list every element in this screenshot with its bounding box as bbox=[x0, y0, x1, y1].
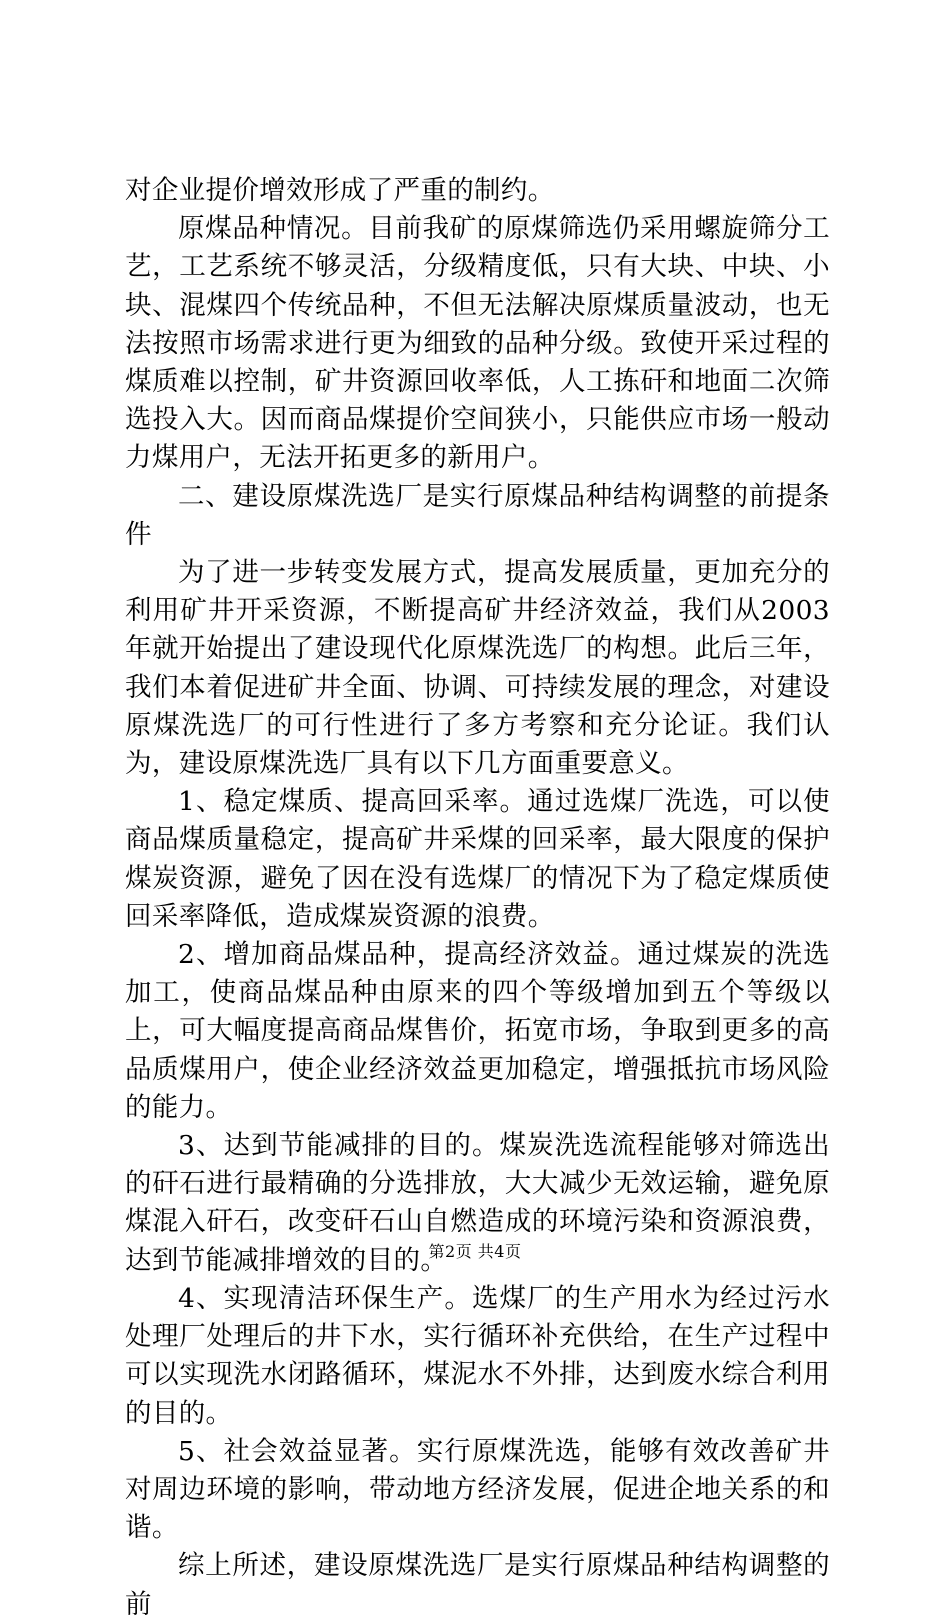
document-body bbox=[125, 172, 830, 1624]
page-number-footer: 第2页 共4页 bbox=[428, 1242, 522, 1261]
paragraph-summary: 综上所述，建设原煤洗选厂是实行原煤品种结构调整的前 bbox=[125, 1550, 830, 1620]
list-item-3: 3、达到节能减排的目的。煤炭洗选流程能够对筛选出的矸石进行最精确的分选排放，大大减少无效运输，避免原煤混入矸石，改变矸石山自燃造成的环境污染和资源浪费，达到节能减排增效的目的。 bbox=[125, 1130, 830, 1276]
list-item-2: 2、增加商品煤品种，提高经济效益。通过煤炭的洗选加工，使商品煤品种由原来的四个等级增加到五个等级以上，可大幅度提高商品煤售价，拓宽市场，争取到更多的高品质煤用户，使企业经济效益更加稳定，增强抵抗市场风险的能力。 bbox=[125, 939, 830, 1123]
paragraph-coal-varieties: 原煤品种情况。目前我矿的原煤筛选仍采用螺旋筛分工艺，工艺系统不够灵活，分级精度低，只有大块、中块、小块、混煤四个传统品种，不但无法解决原煤质量波动，也无法按照市场需求进行更为细致的品种分级。致使开采过程的煤质难以控制，矿井资源回收率低，人工拣矸和地面二次筛选投入大。因而商品煤提价空间狭小，只能供应市场一般动力煤用户，无法开拓更多的新用户。 bbox=[125, 213, 830, 474]
paragraph-continuation: 对企业提价增效形成了严重的制约。 bbox=[125, 175, 555, 206]
list-item-1: 1、稳定煤质、提高回采率。通过选煤厂洗选，可以使商品煤质量稳定，提高矿井采煤的回采率，最大限度的保护煤炭资源，避免了因在没有选煤厂的情况下为了稳定煤质使回采率降低，造成煤炭资源的浪费。 bbox=[125, 786, 830, 932]
section-heading: 二、建设原煤洗选厂是实行原煤品种结构调整的前提条件 bbox=[125, 480, 830, 550]
list-item-4: 4、实现清洁环保生产。选煤厂的生产用水为经过污水处理厂处理后的井下水，实行循环补充供给，在生产过程中可以实现洗水闭路循环，煤泥水不外排，达到废水综合利用的目的。 bbox=[125, 1282, 830, 1429]
list-item-5: 5、社会效益显著。实行原煤洗选，能够有效改善矿井对周边环境的影响，带动地方经济发展，促进企地关系的和谐。 bbox=[125, 1435, 830, 1544]
paragraph-plant-proposal: 为了进一步转变发展方式，提高发展质量，更加充分的利用矿井开采资源，不断提高矿井经济效益，我们从2003年就开始提出了建设现代化原煤洗选厂的构想。此后三年，我们本着促进矿井全面、协调、可持续发展的理念，对建设原煤洗选厂的可行性进行了多方考察和充分论证。我们认为，建设原煤洗选厂具有以下几方面重要意义。 bbox=[125, 557, 830, 780]
